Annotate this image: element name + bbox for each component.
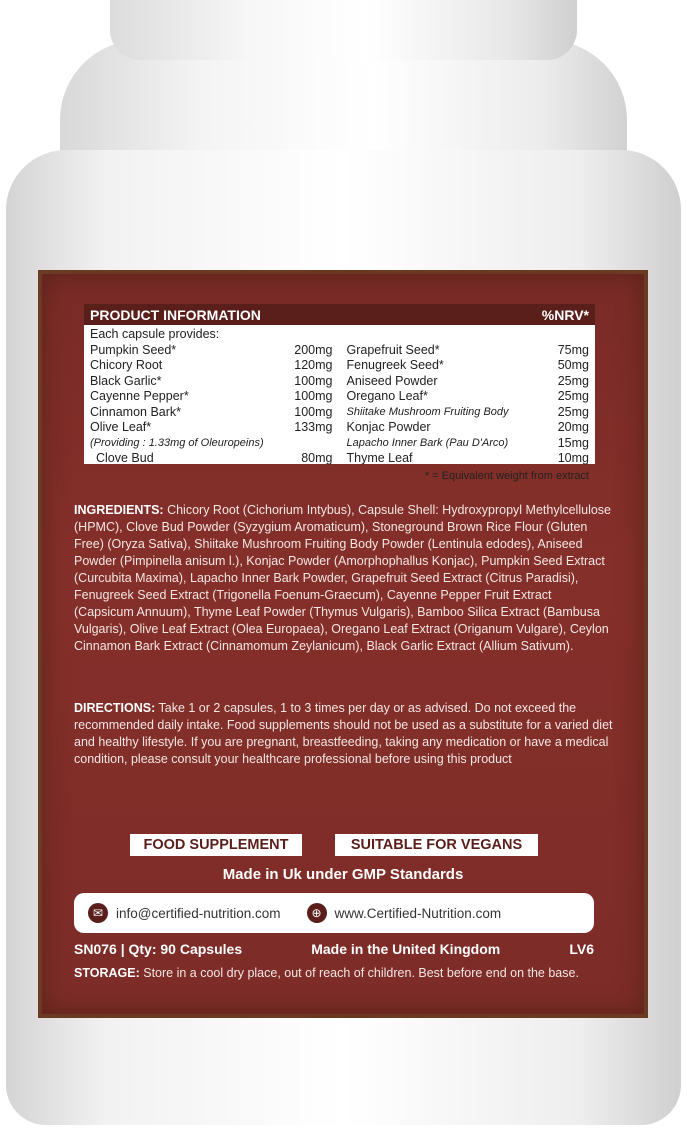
info-title: PRODUCT INFORMATION [90,306,261,323]
storage-label: STORAGE: [74,966,140,980]
list-item: Pumpkin Seed* 200mg [90,342,333,357]
vegan-badge: SUITABLE FOR VEGANS [335,834,538,856]
list-item: Cayenne Pepper* 100mg [90,389,333,403]
left-column [90,343,333,467]
directions-block [74,700,614,768]
directions-text: Take 1 or 2 capsules, 1 to 3 times per day or as advised. Do not exceed the recommended daily intake. Food supplements should not be used as a substitute for a varied diet and healthy lifestyle. If you are pregnant, breastfeeding, taking any medication or have a medical condition, please consult your healthcare professional before using this product [74,701,613,766]
list-item: Oregano Leaf* 25mg [346,389,589,403]
list-item: Konjac Powder 20mg [346,420,589,434]
storage-text: Store in a cool dry place, out of reach of children. Best before end on the base. [143,966,579,980]
email-icon: ✉ [88,903,108,923]
list-item: Clove Bud 80mg [96,451,333,465]
globe-icon: ⊕ [307,903,327,923]
list-item: Lapacho Inner Bark (Pau D'Arco) 15mg [346,435,589,450]
list-item: Fenugreek Seed* 50mg [346,358,589,372]
nrv-heading: %NRV* [541,306,589,323]
info-header [84,304,595,325]
ingredients-block [74,502,614,655]
list-item: Aniseed Powder 25mg [346,373,589,388]
food-supplement-badge: FOOD SUPPLEMENT [130,834,302,856]
footnote: * = Equivalent weight from extract [424,469,589,482]
meta-row [74,941,594,957]
website-text: www.Certified-Nutrition.com [334,905,502,921]
list-item: Shiitake Mushroom Fruiting Body 25mg [346,404,589,419]
list-item: Grapefruit Seed* 75mg [346,342,589,357]
list-item: Olive Leaf* 133mg [90,420,333,434]
serial-qty: SN076 | Qty: 90 Capsules [74,941,243,957]
ingredients-text: Chicory Root (Cichorium Intybus), Capsule Shell: Hydroxypropyl Methylcellulose (HPMC), Clove Bud Powder (Syzygium Aromaticum), Stoneground Brown Rice Flour (Gluten Free) (Oryza Sativa), Shiitake Mushroom Fruiting Body Powder (Lentinula edodes), Aniseed Powder (Pimpinella anisum l.), Konjac Powder (Amorphophallus Konjac), Pumpkin Seed Extract (Curcubita Maxima), Lapacho Inner Bark Powder, Grapefruit Seed Extract (Citrus Paradisi), Fenugreek Seed Extract (Trigonella Foenum-Graecum), Cayenne Pepper Fruit Extract (Capsicum Annuum), Thyme Leaf Powder (Thymus Vulgaris), Bamboo Silica Extract (Bambusa Vulgaris), Olive Leaf Extract (Olea Europaea), Oregano Leaf Extract (Origanum Vulgare), Ceylon Cinnamon Bark Extract (Cinnamomum Zeylanicum), Black Garlic Extract (Allium Sativum). [74,503,611,653]
list-item: Black Garlic* 100mg [90,373,333,388]
providing-note: (Providing : 1.33mg of Oleuropeins) [90,436,264,449]
gmp-statement: Made in Uk under GMP Standards [222,866,464,883]
email-text: info@certified-nutrition.com [116,905,281,921]
list-item: Thyme Leaf 10mg [346,451,589,465]
intro-text: Each capsule provides: [90,327,220,341]
made-in: Made in the United Kingdom [311,941,501,957]
right-column [347,343,590,467]
ingredients-label: INGREDIENTS: [74,503,164,517]
lot-code: LV6 [569,941,594,957]
list-item: Cinnamon Bark* 100mg [90,404,333,419]
contact-bar [74,893,594,933]
storage-block [74,965,614,982]
directions-label: DIRECTIONS: [74,701,156,715]
product-label [38,270,648,1018]
product-info-table [84,304,595,482]
bottle-cap [110,0,577,60]
list-item: Chicory Root 120mg [90,358,333,372]
